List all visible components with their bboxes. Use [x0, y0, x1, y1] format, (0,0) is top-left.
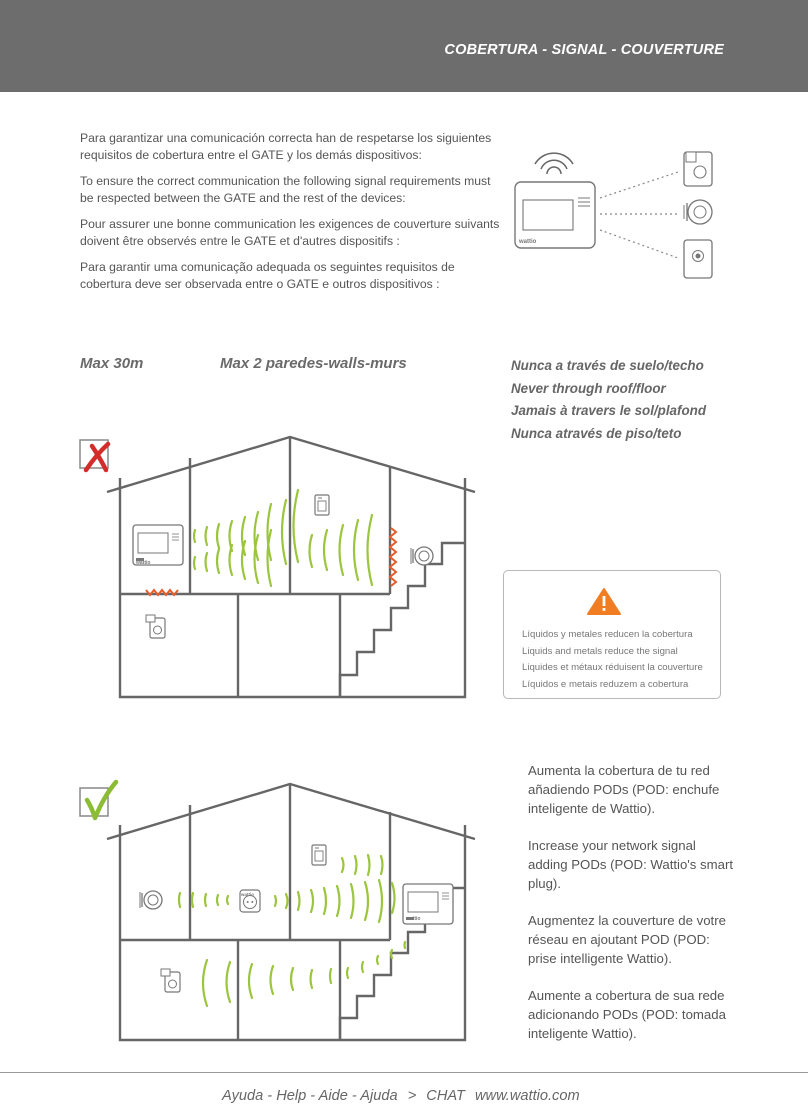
house-wrong-example: [107, 437, 475, 697]
max-distance-label: Max 30m: [80, 355, 144, 372]
intro-en: To ensure the correct communication the following signal requirements must be respected between the GATE and the rest of the devices:: [80, 174, 491, 205]
warning-text: [522, 627, 703, 693]
footer-help-text: Ayuda - Help - Aide - Ajuda: [222, 1088, 398, 1104]
pod-advice-en: Increase your network signal adding PODs (POD: Wattio's smart plug).: [528, 838, 734, 891]
wrong-mark: [80, 440, 108, 470]
warning-fr: Liquides et métaux réduisent la couverture: [522, 662, 703, 673]
intro-fr: Pour assurer une bonne communication les exigences de couverture suivants doivent être observés entre le GATE et d'autres dispositifs :: [80, 217, 500, 248]
gate-logo-house1: wattio: [136, 560, 151, 566]
intro-es: Para garantizar una comunicación correcta han de respetarse los siguientes requisitos de cobertura entre el GATE y los demás dispositivos:: [80, 131, 492, 162]
signal-waves-house2: [179, 855, 405, 1006]
page-title: COBERTURA - SIGNAL - COUVERTURE: [444, 42, 724, 58]
blocked-signal-wall: [390, 528, 396, 586]
gate-device-house1: [133, 525, 183, 565]
footer-divider: [0, 1072, 808, 1073]
never-fr: Jamais à travers le sol/plafond: [511, 403, 706, 418]
footer-chat-link[interactable]: CHAT: [426, 1088, 465, 1104]
signal-waves-house1: [194, 490, 372, 586]
wifi-icon: [535, 153, 573, 174]
gate-logo: wattio: [519, 239, 537, 245]
pod-logo: wattio: [241, 892, 254, 897]
gate-logo-house2: wattio: [406, 916, 421, 922]
pod-advice-pt: Aumente a cobertura de sua rede adicionando PODs (POD: tomada inteligente Wattio).: [528, 988, 726, 1041]
pod-advice-es: Aumenta la cobertura de tu red añadiendo PODs (POD: enchufe inteligente de Wattio).: [528, 763, 720, 816]
warning-pt: Líquidos e metais reduzem a cobertura: [522, 678, 689, 690]
never-en: Never through roof/floor: [511, 380, 666, 396]
warning-en: Liquids and metals reduce the signal: [522, 645, 678, 657]
footer-website-link[interactable]: www.wattio.com: [475, 1088, 580, 1104]
warning-box: [503, 570, 721, 699]
pod-advice-text: [528, 761, 738, 1061]
right-mark: [80, 782, 116, 818]
intro-pt: Para garantir uma comunicação adequada os seguintes requisitos de cobertura deve ser observada entre o GATE e outros dispositivos :: [80, 260, 455, 291]
footer: [222, 1088, 586, 1104]
footer-arrow: >: [407, 1088, 417, 1104]
max-walls-label: Max 2 paredes-walls-murs: [220, 355, 407, 372]
never-pt: Nunca através de piso/teto: [511, 425, 682, 441]
pod-advice-fr: Augmentez la couverture de votre réseau en ajoutant POD (POD: prise intelligente Wattio).: [528, 913, 726, 966]
warning-es: Líquidos y metales reducen la cobertura: [522, 629, 693, 640]
gate-connection-diagram: [515, 152, 712, 278]
never-es: Nunca a través de suelo/techo: [511, 358, 704, 373]
